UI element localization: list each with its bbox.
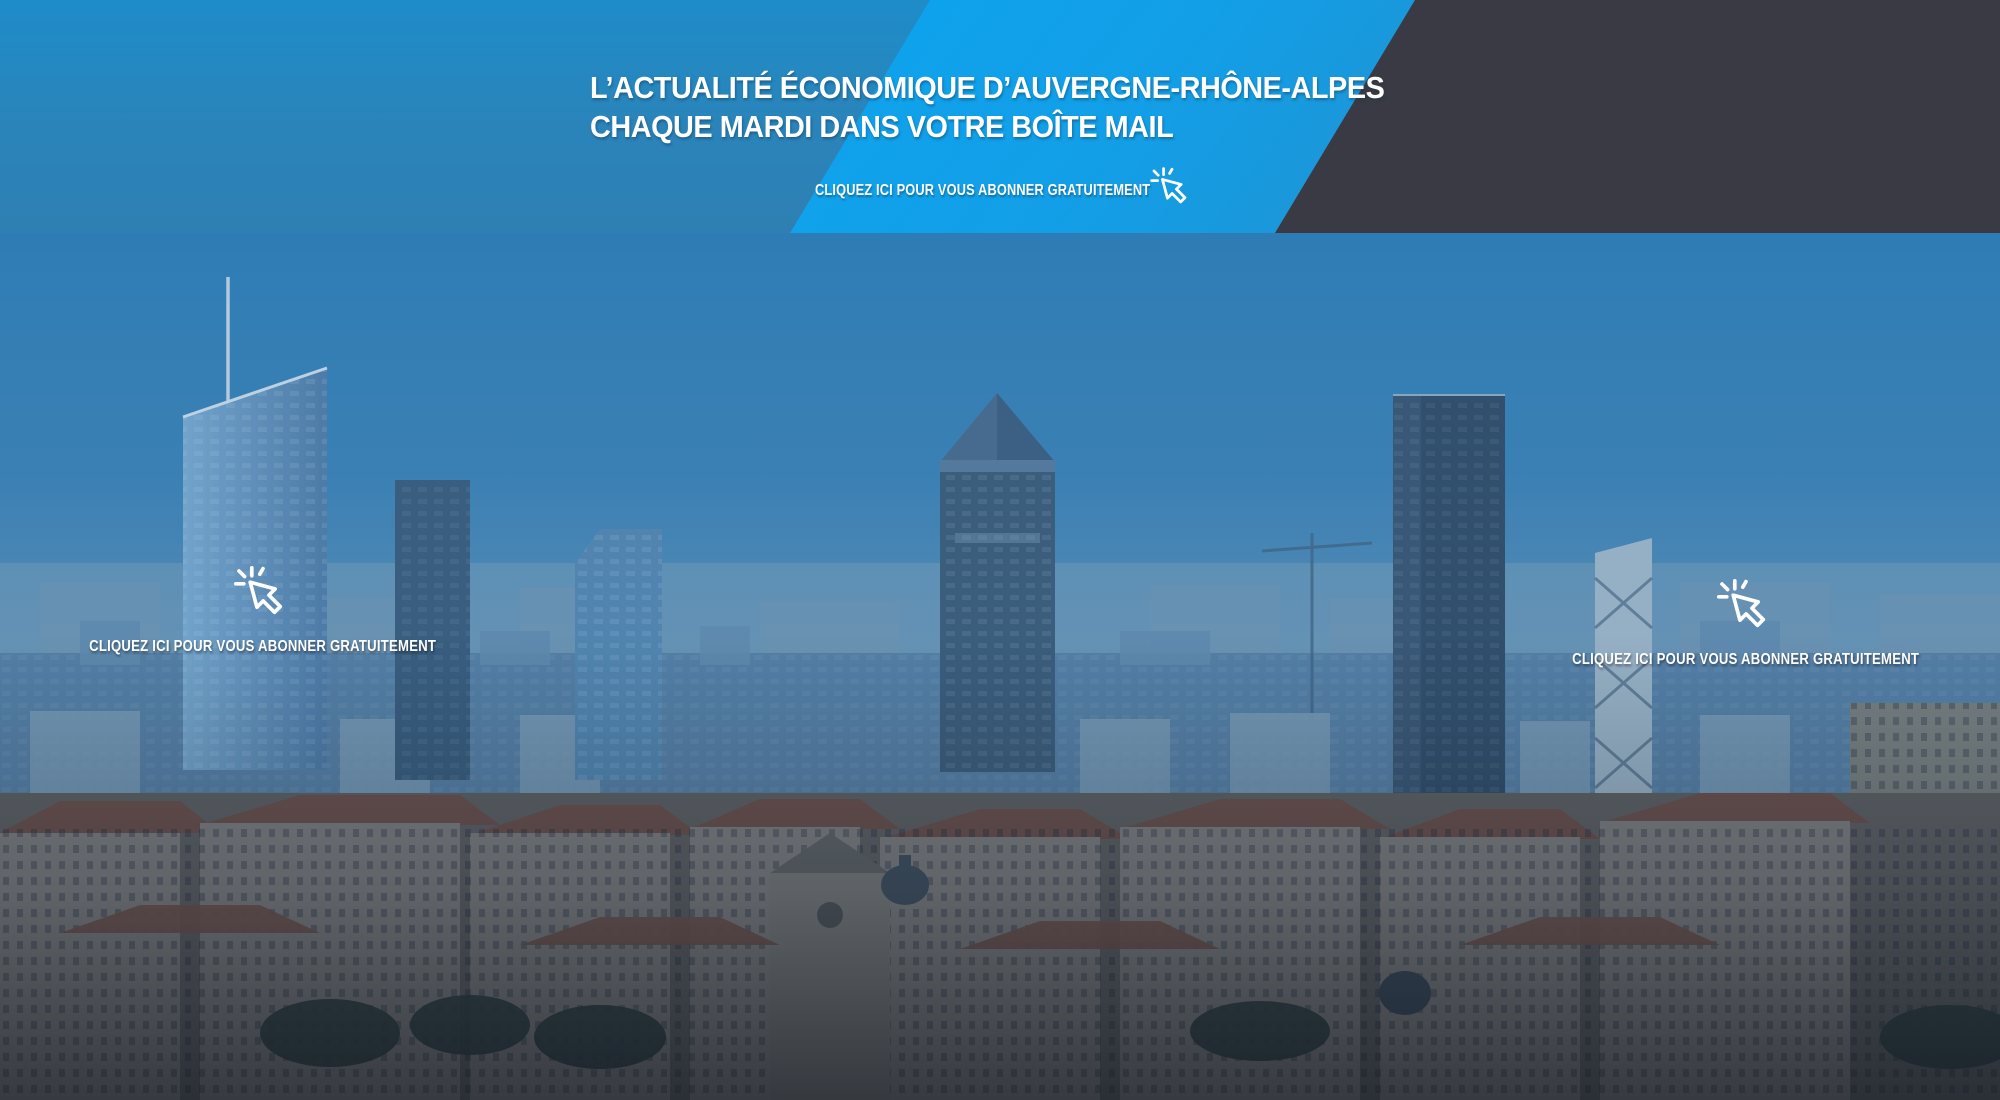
hero-subscribe-label-right[interactable]: CLIQUEZ ICI POUR VOUS ABONNER GRATUITEMENT [1572,651,1920,668]
hero-subscribe-link-right[interactable] [1556,576,1936,670]
banner-title-line1: L’ACTUALITÉ ÉCONOMIQUE D’AUVERGNE-RHÔNE-ALPES [590,70,1385,105]
banner-title-line2: CHAQUE MARDI DANS VOTRE BOÎTE MAIL [590,109,1174,144]
cursor-click-icon[interactable] [231,563,295,627]
cursor-click-icon[interactable] [1148,165,1196,213]
banner-subscribe-link[interactable]: CLIQUEZ ICI POUR VOUS ABONNER GRATUITEMENT [815,182,1151,199]
cursor-click-icon[interactable] [1714,576,1778,640]
hero-subscribe-label-left[interactable]: CLIQUEZ ICI POUR VOUS ABONNER GRATUITEMENT [89,638,437,655]
hero-subscribe-link-left[interactable] [83,563,443,657]
newsletter-banner [0,0,2000,233]
banner-title [590,68,1427,146]
